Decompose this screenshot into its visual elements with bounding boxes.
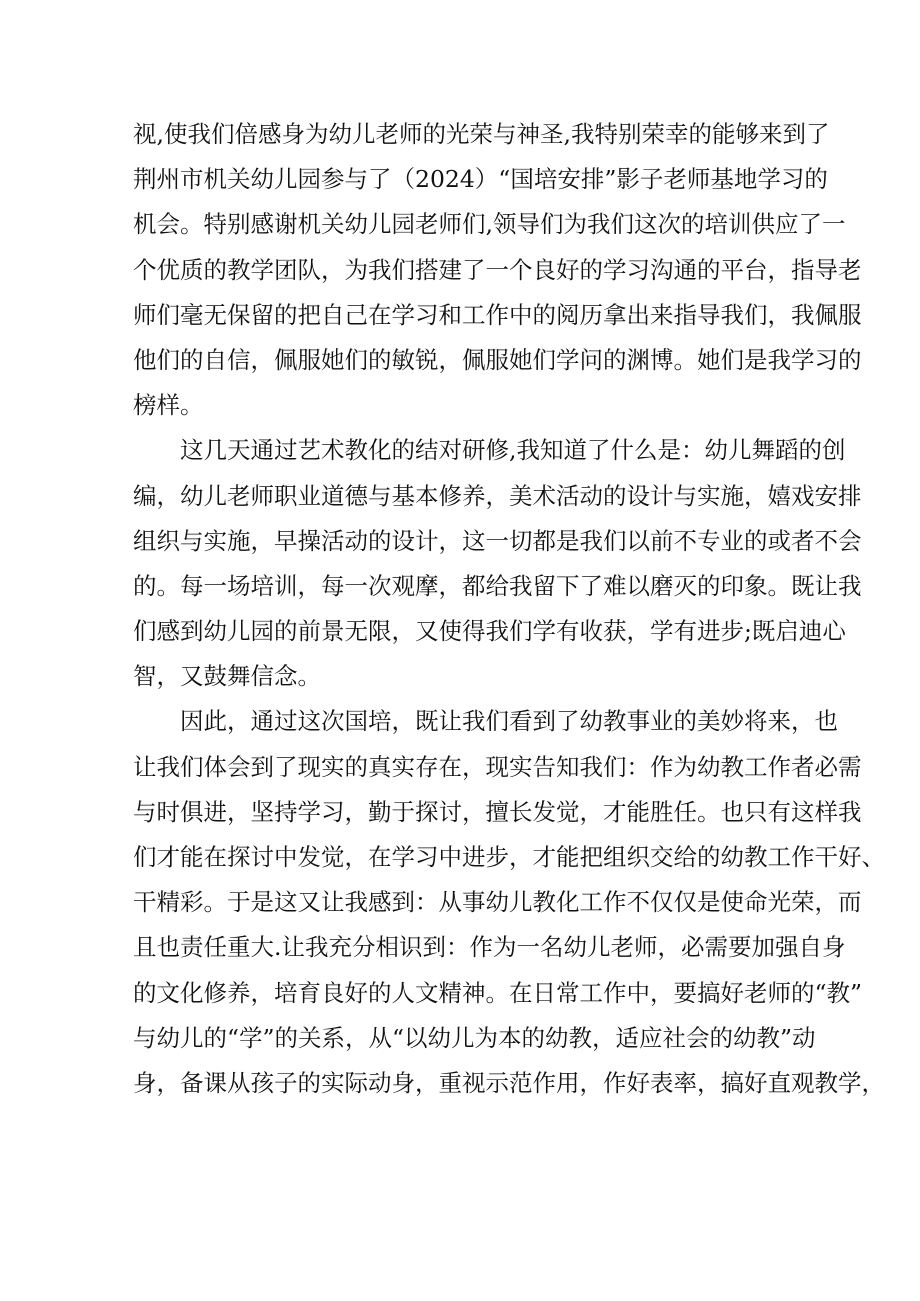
text-line: 组织与实施，早操活动的设计，这一切都是我们以前不专业的或者不会	[133, 526, 862, 555]
text-line: 的文化修养，培育良好的人文精神。在日常工作中，要搞好老师的“教”	[133, 978, 863, 1007]
paragraph-3	[133, 699, 885, 1106]
text-line: 身，备课从孩子的实际动身，重视示范作用，作好表率，搞好直观教学，	[133, 1068, 885, 1097]
text-line: 因此，通过这次国培，既让我们看到了幼教事业的美妙将来，也	[180, 707, 838, 736]
text-line: 师们毫无保留的把自己在学习和工作中的阅历拿出来指导我们，我佩服	[133, 300, 862, 329]
text-line: 干精彩。于是这又让我感到：从事幼儿教化工作不仅仅是使命光荣，而	[133, 888, 862, 917]
text-line: 他们的自信，佩服她们的敏锐，佩服她们学问的渊博。她们是我学习的	[133, 345, 862, 374]
text-line: 榜样。	[133, 391, 204, 420]
text-line: 这几天通过艺术教化的结对研修,我知道了什么是：幼儿舞蹈的创	[180, 436, 846, 465]
text-line: 视,使我们倍感身为幼儿老师的光荣与神圣,我特别荣幸的能够来到了	[133, 120, 830, 148]
text-line: 编，幼儿老师职业道德与基本修养，美术活动的设计与实施，嬉戏安排	[133, 481, 862, 510]
text-line: 与时俱进，坚持学习，勤于探讨，擅长发觉，才能胜任。也只有这样我	[133, 797, 862, 826]
text-line: 们感到幼儿园的前景无限，又使得我们学有收获，学有进步;既启迪心	[133, 617, 846, 646]
text-line: 让我们体会到了现实的真实存在，现实告知我们：作为幼教工作者必需	[133, 752, 862, 781]
text-line: 的。每一场培训，每一次观摩，都给我留下了难以磨灭的印象。既让我	[133, 571, 862, 600]
text-line: 且也责任重大.让我充分相识到：作为一名幼儿老师，必需要加强自身	[133, 933, 846, 962]
text-line: 机会。特别感谢机关幼儿园老师们,领导们为我们这次的培训供应了一	[133, 210, 846, 239]
paragraph-2	[133, 428, 862, 699]
paragraph-1	[133, 112, 862, 428]
text-line: 个优质的教学团队，为我们搭建了一个良好的学习沟通的平台，指导老	[133, 255, 862, 284]
text-line: 荆州市机关幼儿园参与了（2024）“国培安排”影子老师基地学习的	[133, 165, 828, 194]
text-line: 与幼儿的“学”的关系，从“以幼儿为本的幼教，适应社会的幼教”动	[133, 1023, 816, 1052]
text-line: 智，又鼓舞信念。	[133, 662, 321, 691]
text-line: 们才能在探讨中发觉，在学习中进步，才能把组织交给的幼教工作干好、	[133, 843, 885, 871]
document-page	[133, 112, 885, 1106]
